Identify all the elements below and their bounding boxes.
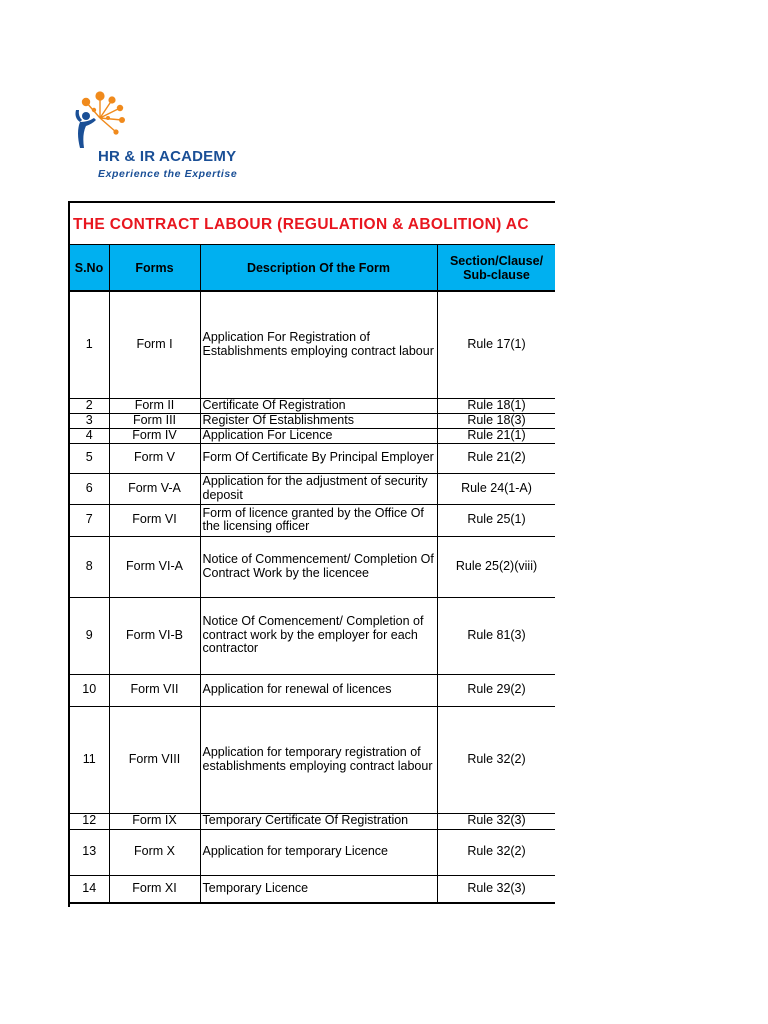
cell-description: Temporary Licence [200,875,437,903]
table-row [69,813,555,829]
cell-sno: 12 [69,813,109,829]
cell-rule: Rule 21(2) [437,443,555,473]
cell-form: Form X [109,829,200,875]
table-row [69,536,555,597]
cell-description: Application for renewal of licences [200,674,437,706]
cell-sno: 8 [69,536,109,597]
title-bar [70,203,555,244]
cell-sno: 1 [69,291,109,398]
logo-title: HR & IR ACADEMY [98,148,237,165]
cell-sno: 7 [69,504,109,536]
table-row [69,674,555,706]
table-row [69,706,555,813]
figure-with-dots-icon [72,88,132,154]
cell-rule: Rule 32(3) [437,875,555,903]
table-row [69,291,555,398]
table-row [69,413,555,428]
table-body [69,291,555,903]
cell-description: Certificate Of Registration [200,398,437,413]
cell-description: Notice of Commencement/ Completion Of Contract Work by the licencee [200,536,437,597]
cell-form: Form IV [109,428,200,443]
cell-description: Application For Registration of Establishments employing contract labour [200,291,437,398]
cell-form: Form VIII [109,706,200,813]
cell-form: Form VI-B [109,597,200,674]
cell-form: Form II [109,398,200,413]
cell-rule: Rule 17(1) [437,291,555,398]
cell-description: Form of licence granted by the Office Of the licensing officer [200,504,437,536]
cell-sno: 6 [69,473,109,504]
cell-rule: Rule 32(3) [437,813,555,829]
cell-form: Form V-A [109,473,200,504]
logo-tagline: Experience the Expertise [98,168,238,180]
table-row [69,473,555,504]
table-row [69,443,555,473]
table-row [69,829,555,875]
forms-table [68,244,555,904]
forms-sheet [68,201,555,907]
cell-description: Temporary Certificate Of Registration [200,813,437,829]
cell-description: Application for the adjustment of security deposit [200,473,437,504]
cell-sno: 10 [69,674,109,706]
cell-form: Form XI [109,875,200,903]
cell-rule: Rule 24(1-A) [437,473,555,504]
header-section: Section/Clause/ Sub-clause [437,245,555,292]
table-row [69,504,555,536]
table-row [69,597,555,674]
cell-rule: Rule 25(2)(viii) [437,536,555,597]
cell-description: Notice Of Comencement/ Completion of contract work by the employer for each contractor [200,597,437,674]
header-description: Description Of the Form [200,245,437,292]
table-row [69,428,555,443]
cell-rule: Rule 32(2) [437,829,555,875]
document-title: THE CONTRACT LABOUR (REGULATION & ABOLITION) AC [73,216,529,233]
table-row [69,875,555,903]
header-forms: Forms [109,245,200,292]
cell-form: Form I [109,291,200,398]
cell-description: Application for temporary Licence [200,829,437,875]
cell-description: Form Of Certificate By Principal Employer [200,443,437,473]
cell-description: Register Of Establishments [200,413,437,428]
academy-logo [72,88,258,184]
cell-sno: 13 [69,829,109,875]
cell-sno: 2 [69,398,109,413]
cell-sno: 3 [69,413,109,428]
cell-sno: 4 [69,428,109,443]
cell-form: Form III [109,413,200,428]
cell-sno: 5 [69,443,109,473]
cell-rule: Rule 18(1) [437,398,555,413]
cell-rule: Rule 25(1) [437,504,555,536]
header-sno: S.No [69,245,109,292]
cell-description: Application For Licence [200,428,437,443]
cell-description: Application for temporary registration of establishments employing contract labour [200,706,437,813]
cell-form: Form VII [109,674,200,706]
cell-form: Form V [109,443,200,473]
cell-form: Form IX [109,813,200,829]
cell-sno: 9 [69,597,109,674]
cell-rule: Rule 29(2) [437,674,555,706]
cell-rule: Rule 21(1) [437,428,555,443]
cell-form: Form VI-A [109,536,200,597]
cell-rule: Rule 81(3) [437,597,555,674]
cell-rule: Rule 32(2) [437,706,555,813]
table-row [69,398,555,413]
cell-rule: Rule 18(3) [437,413,555,428]
table-header-row [69,245,555,292]
cell-sno: 14 [69,875,109,903]
cell-sno: 11 [69,706,109,813]
cell-form: Form VI [109,504,200,536]
